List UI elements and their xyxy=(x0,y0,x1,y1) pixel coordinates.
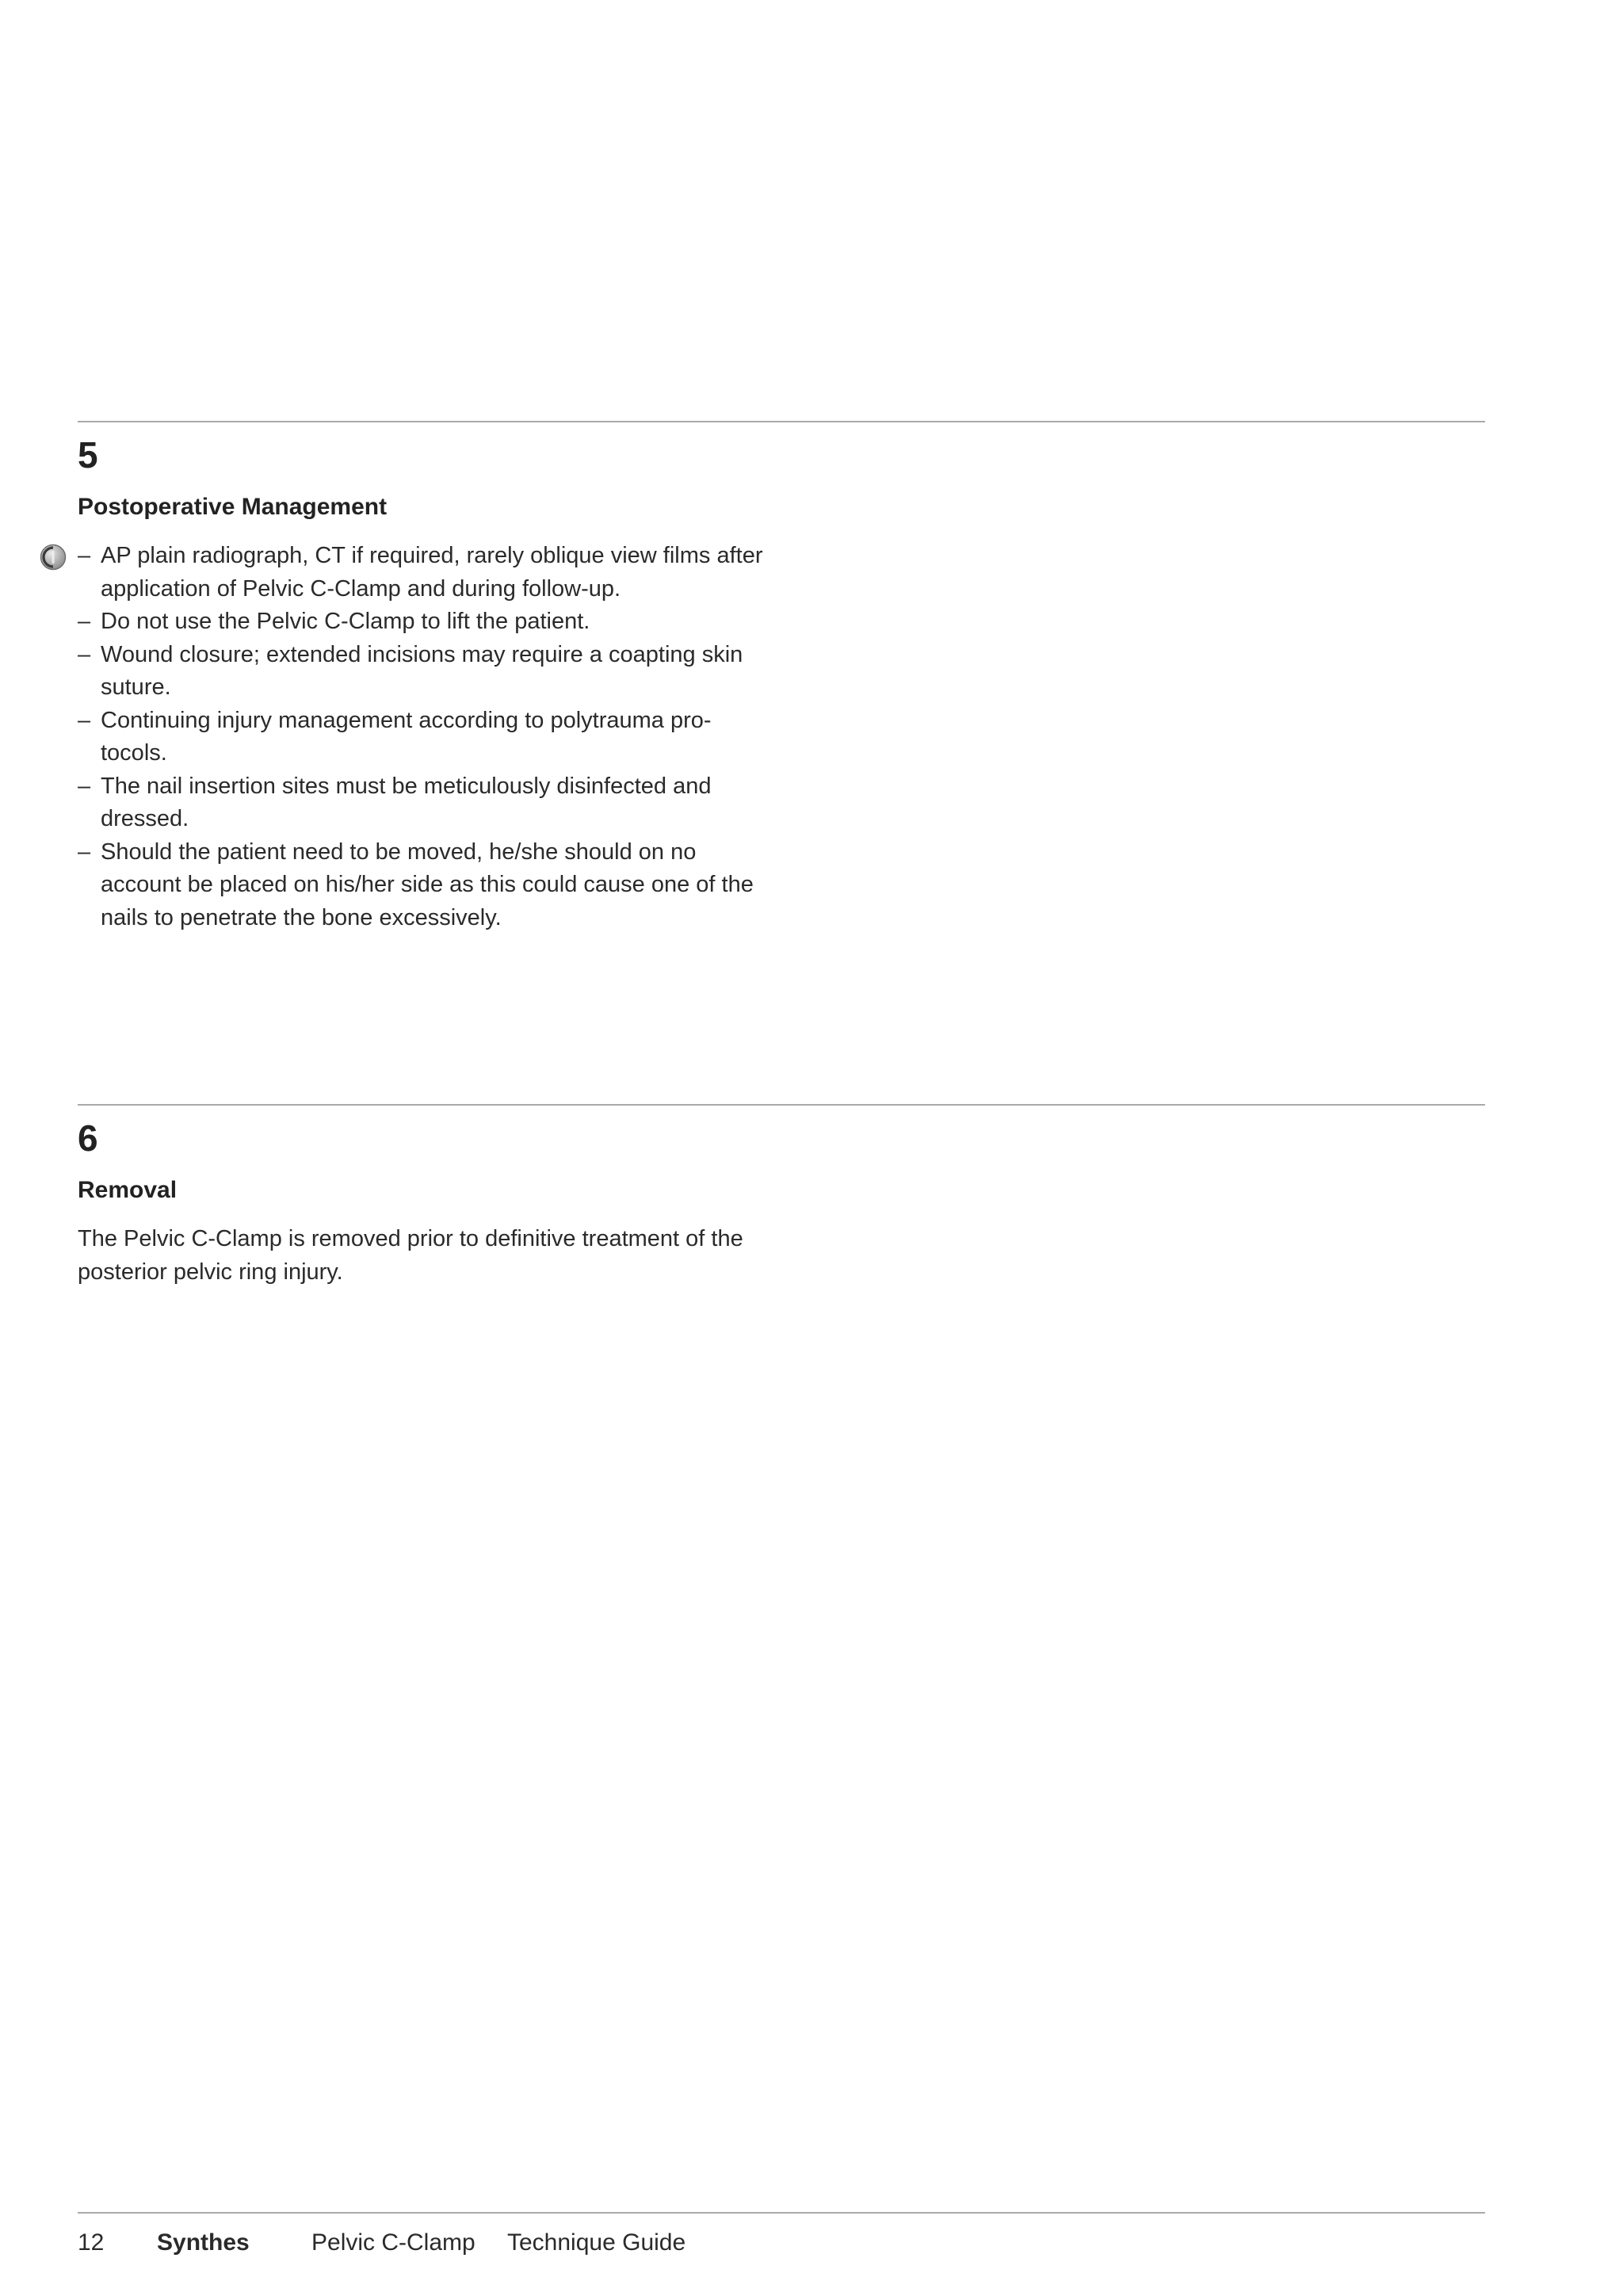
bullet-dash: – xyxy=(78,707,91,733)
step-number-5: 5 xyxy=(78,434,98,476)
bullet-dash: – xyxy=(78,543,91,568)
list-item: – Should the patient need to be moved, he/she should on no account be placed on his/her side as this could cause one of the nails to penetrate the bone excessively. xyxy=(78,836,775,935)
document-type: Technique Guide xyxy=(507,2229,686,2256)
section-heading-removal: Removal xyxy=(78,1177,178,1203)
brand-name: Synthes xyxy=(157,2229,250,2256)
section-5-divider xyxy=(78,421,1485,422)
bullet-dash: – xyxy=(78,609,91,634)
list-item: – The nail insertion sites must be meticulously disinfected and dressed. xyxy=(78,770,775,836)
product-name: Pelvic C-Clamp xyxy=(311,2229,475,2256)
removal-paragraph: The Pelvic C-Clamp is removed prior to definitive treatment of the posterior pelvic ring injury. xyxy=(78,1226,743,1285)
page-number: 12 xyxy=(78,2229,105,2256)
list-item: – AP plain radiograph, CT if required, rarely oblique view films after application of Pelvic C-Clamp and during follow-up. xyxy=(78,540,775,606)
list-item: – Continuing injury management according to polytrauma pro-tocols. xyxy=(78,705,775,770)
footer-divider xyxy=(78,2212,1485,2214)
section-6-divider xyxy=(78,1104,1485,1106)
bullet-dash: – xyxy=(78,839,91,865)
list-item: – Do not use the Pelvic C-Clamp to lift the patient. xyxy=(78,606,775,639)
bullet-dash: – xyxy=(78,773,91,799)
list-item: – Wound closure; extended incisions may require a coapting skin suture. xyxy=(78,639,775,705)
info-warning-icon xyxy=(40,544,67,571)
postoperative-bullet-list xyxy=(78,540,775,934)
section-heading-postoperative: Postoperative Management xyxy=(78,494,388,520)
step-number-6: 6 xyxy=(78,1117,98,1159)
bullet-dash: – xyxy=(78,641,91,667)
